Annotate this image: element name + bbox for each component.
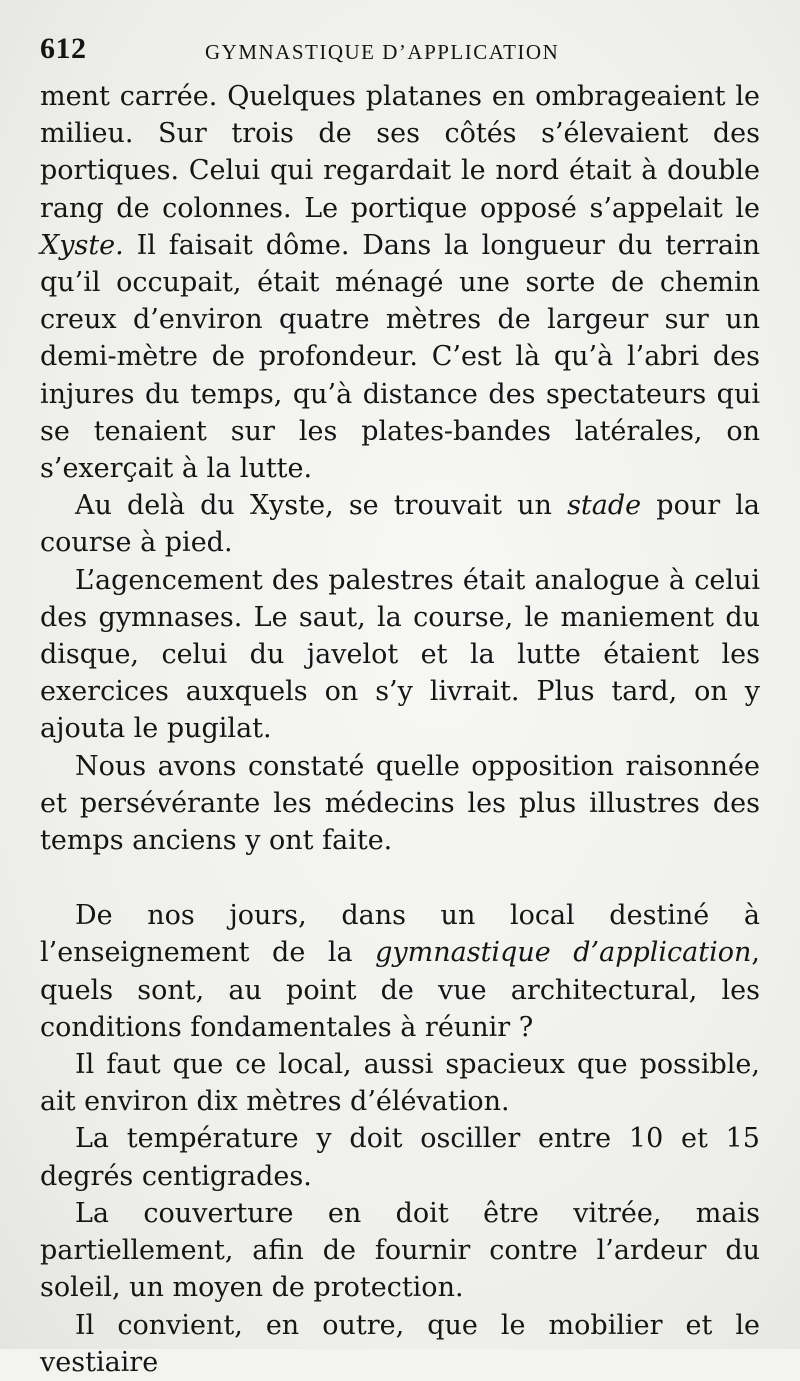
running-head: GYMNASTIQUE D’APPLICATION xyxy=(205,40,560,64)
paragraph-elevation xyxy=(40,1046,760,1120)
paragraph-text: Il convient, en outre, que le mobilier et le vestiaire xyxy=(40,1309,760,1378)
italic-term-gymnastique: gymnastique d’application xyxy=(375,937,752,969)
paragraph-temperature xyxy=(40,1120,760,1194)
paragraph-palestres xyxy=(40,562,760,748)
paragraph-text: L’agencement des palestres était analogue à celui des gymnases. Le saut, la course, le maniement du disque, celui du javelot et la lutte étaient les exercices auxquels on s’y livrait. Plus tard, on y ajouta le pugilat. xyxy=(40,564,760,745)
paragraph-text: La couverture en doit être vitrée, mais partiellement, afin de fournir contre l’ardeur du soleil, un moyen de protection. xyxy=(40,1197,760,1304)
italic-term-stade: stade xyxy=(567,490,642,522)
italic-term-xyste: Xyste. xyxy=(40,229,124,261)
paragraph-text: pour la course à pied. xyxy=(40,490,760,559)
paragraph-local xyxy=(40,897,760,1046)
paragraph-text: De nos jours, dans un local destiné à l’enseignement de la xyxy=(40,900,760,969)
body-text xyxy=(40,78,760,1381)
paragraph-text: , quels sont, au point de vue architectural, les conditions fondamentales à réunir ? xyxy=(40,937,760,1043)
paragraph-medecins xyxy=(40,748,760,860)
paragraph-mobilier xyxy=(40,1307,760,1381)
paragraph-text: ment carrée. Quelques platanes en ombrageaient le milieu. Sur trois de ses côtés s’élevaient des portiques. Celui qui regardait le nord était à double rang de colonnes. Le portique opposé s’appelait le xyxy=(40,81,760,224)
page-header xyxy=(40,30,760,70)
paragraph-stade xyxy=(40,487,760,561)
paragraph-text: Nous avons constaté quelle opposition raisonnée et persévérante les médecins les plus illustres des temps anciens y ont faite. xyxy=(40,750,760,857)
paragraph-text: Au delà du Xyste, se trouvait un xyxy=(75,490,568,522)
paragraph-portiques xyxy=(40,78,760,487)
paragraph-text: Il faut que ce local, aussi spacieux que possible, ait environ dix mètres d’élévation. xyxy=(40,1049,760,1118)
paragraph-couverture xyxy=(40,1195,760,1307)
paragraph-text: La température y doit osciller entre 10 et 15 degrés centigrades. xyxy=(40,1123,760,1192)
page-number: 612 xyxy=(40,32,87,65)
paragraph-text: Il faisait dôme. Dans la longueur du terrain qu’il occupait, était ménagé une sorte de chemin creux d’environ quatre mètres de largeur sur un demi-mètre de profondeur. C’est là qu’à l’abri des injures du temps, qu’à distance des spectateurs qui se tenaient sur les plates-bandes latérales, on s’exerçait à la lutte. xyxy=(40,229,760,485)
